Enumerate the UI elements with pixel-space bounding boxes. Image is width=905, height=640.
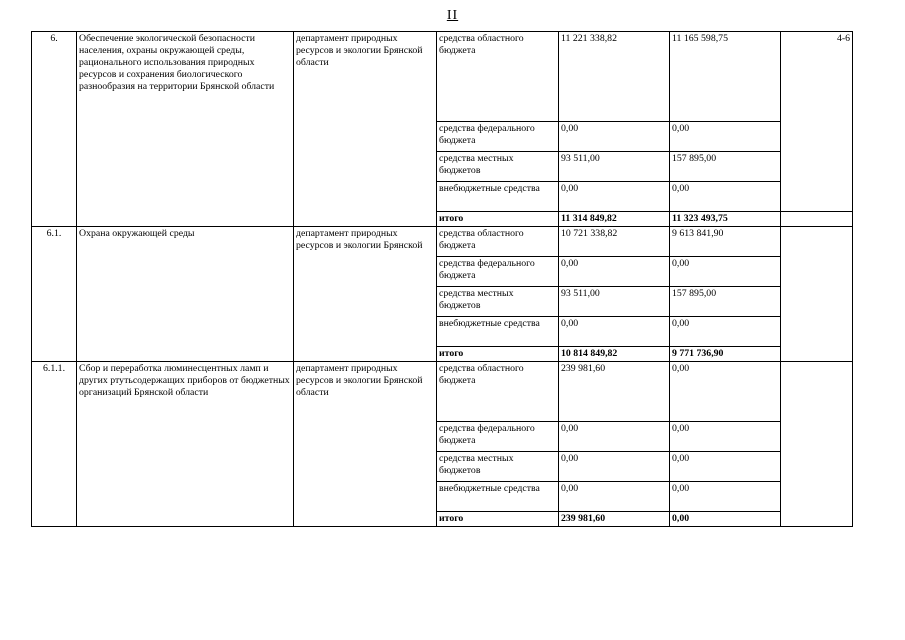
amount-2: 0,00 xyxy=(670,482,781,512)
amount-1: 11 221 338,82 xyxy=(559,32,670,122)
amount-1: 0,00 xyxy=(559,452,670,482)
amount-2: 157 895,00 xyxy=(670,152,781,182)
funding-source: средства федерального бюджета xyxy=(437,257,559,287)
funding-source: средства областного бюджета xyxy=(437,227,559,257)
amount-1-total: 239 981,60 xyxy=(559,512,670,527)
funding-source: внебюджетные средства xyxy=(437,182,559,212)
funding-source: средства федерального бюджета xyxy=(437,422,559,452)
amount-1: 0,00 xyxy=(559,482,670,512)
funding-source-total: итого xyxy=(437,347,559,362)
empty-cell xyxy=(781,212,853,227)
row-number: 6. xyxy=(32,32,77,227)
amount-1: 10 721 338,82 xyxy=(559,227,670,257)
amount-2-total: 9 771 736,90 xyxy=(670,347,781,362)
funding-source-total: итого xyxy=(437,212,559,227)
program-name: Обеспечение экологической безопасности населения, охраны окружающей среды, рационального использования природных ресурсов и сохранения биологического разнообразия на территории Брянской области xyxy=(77,32,294,227)
funding-source: средства федерального бюджета xyxy=(437,122,559,152)
executor: департамент природных ресурсов и экологии Брянской области xyxy=(294,362,437,527)
program-name: Сбор и переработка люминесцентных ламп и других ртутьсодержащих приборов от бюджетных организаций Брянской области xyxy=(77,362,294,527)
amount-2: 11 165 598,75 xyxy=(670,32,781,122)
funding-source: внебюджетные средства xyxy=(437,317,559,347)
table-row xyxy=(32,362,853,422)
funding-source: средства местных бюджетов xyxy=(437,452,559,482)
funding-source: средства областного бюджета xyxy=(437,362,559,422)
page-number: II xyxy=(446,8,459,23)
row-number: 6.1.1. xyxy=(32,362,77,527)
amount-2-total: 0,00 xyxy=(670,512,781,527)
amount-1: 0,00 xyxy=(559,257,670,287)
program-name: Охрана окружающей среды xyxy=(77,227,294,362)
amount-1: 239 981,60 xyxy=(559,362,670,422)
funding-source: внебюджетные средства xyxy=(437,482,559,512)
amount-2: 0,00 xyxy=(670,422,781,452)
amount-1: 93 511,00 xyxy=(559,287,670,317)
executor: департамент природных ресурсов и экологии Брянской xyxy=(294,227,437,362)
table-row xyxy=(32,32,853,122)
amount-2: 0,00 xyxy=(670,452,781,482)
budget-table xyxy=(31,31,853,527)
amount-2: 0,00 xyxy=(670,257,781,287)
executor: департамент природных ресурсов и экологии Брянской области xyxy=(294,32,437,227)
amount-2-total: 11 323 493,75 xyxy=(670,212,781,227)
indicator-code xyxy=(781,362,853,527)
amount-1: 0,00 xyxy=(559,422,670,452)
amount-2: 0,00 xyxy=(670,317,781,347)
amount-1: 93 511,00 xyxy=(559,152,670,182)
amount-1-total: 10 814 849,82 xyxy=(559,347,670,362)
amount-2: 157 895,00 xyxy=(670,287,781,317)
indicator-code xyxy=(781,227,853,362)
funding-source: средства областного бюджета xyxy=(437,32,559,122)
amount-2: 0,00 xyxy=(670,122,781,152)
amount-1: 0,00 xyxy=(559,122,670,152)
amount-1: 0,00 xyxy=(559,182,670,212)
indicator-code: 4-6 xyxy=(781,32,853,212)
funding-source: средства местных бюджетов xyxy=(437,287,559,317)
amount-2: 9 613 841,90 xyxy=(670,227,781,257)
table-row xyxy=(32,227,853,257)
row-number: 6.1. xyxy=(32,227,77,362)
amount-1-total: 11 314 849,82 xyxy=(559,212,670,227)
amount-2: 0,00 xyxy=(670,362,781,422)
funding-source: средства местных бюджетов xyxy=(437,152,559,182)
funding-source-total: итого xyxy=(437,512,559,527)
amount-2: 0,00 xyxy=(670,182,781,212)
amount-1: 0,00 xyxy=(559,317,670,347)
